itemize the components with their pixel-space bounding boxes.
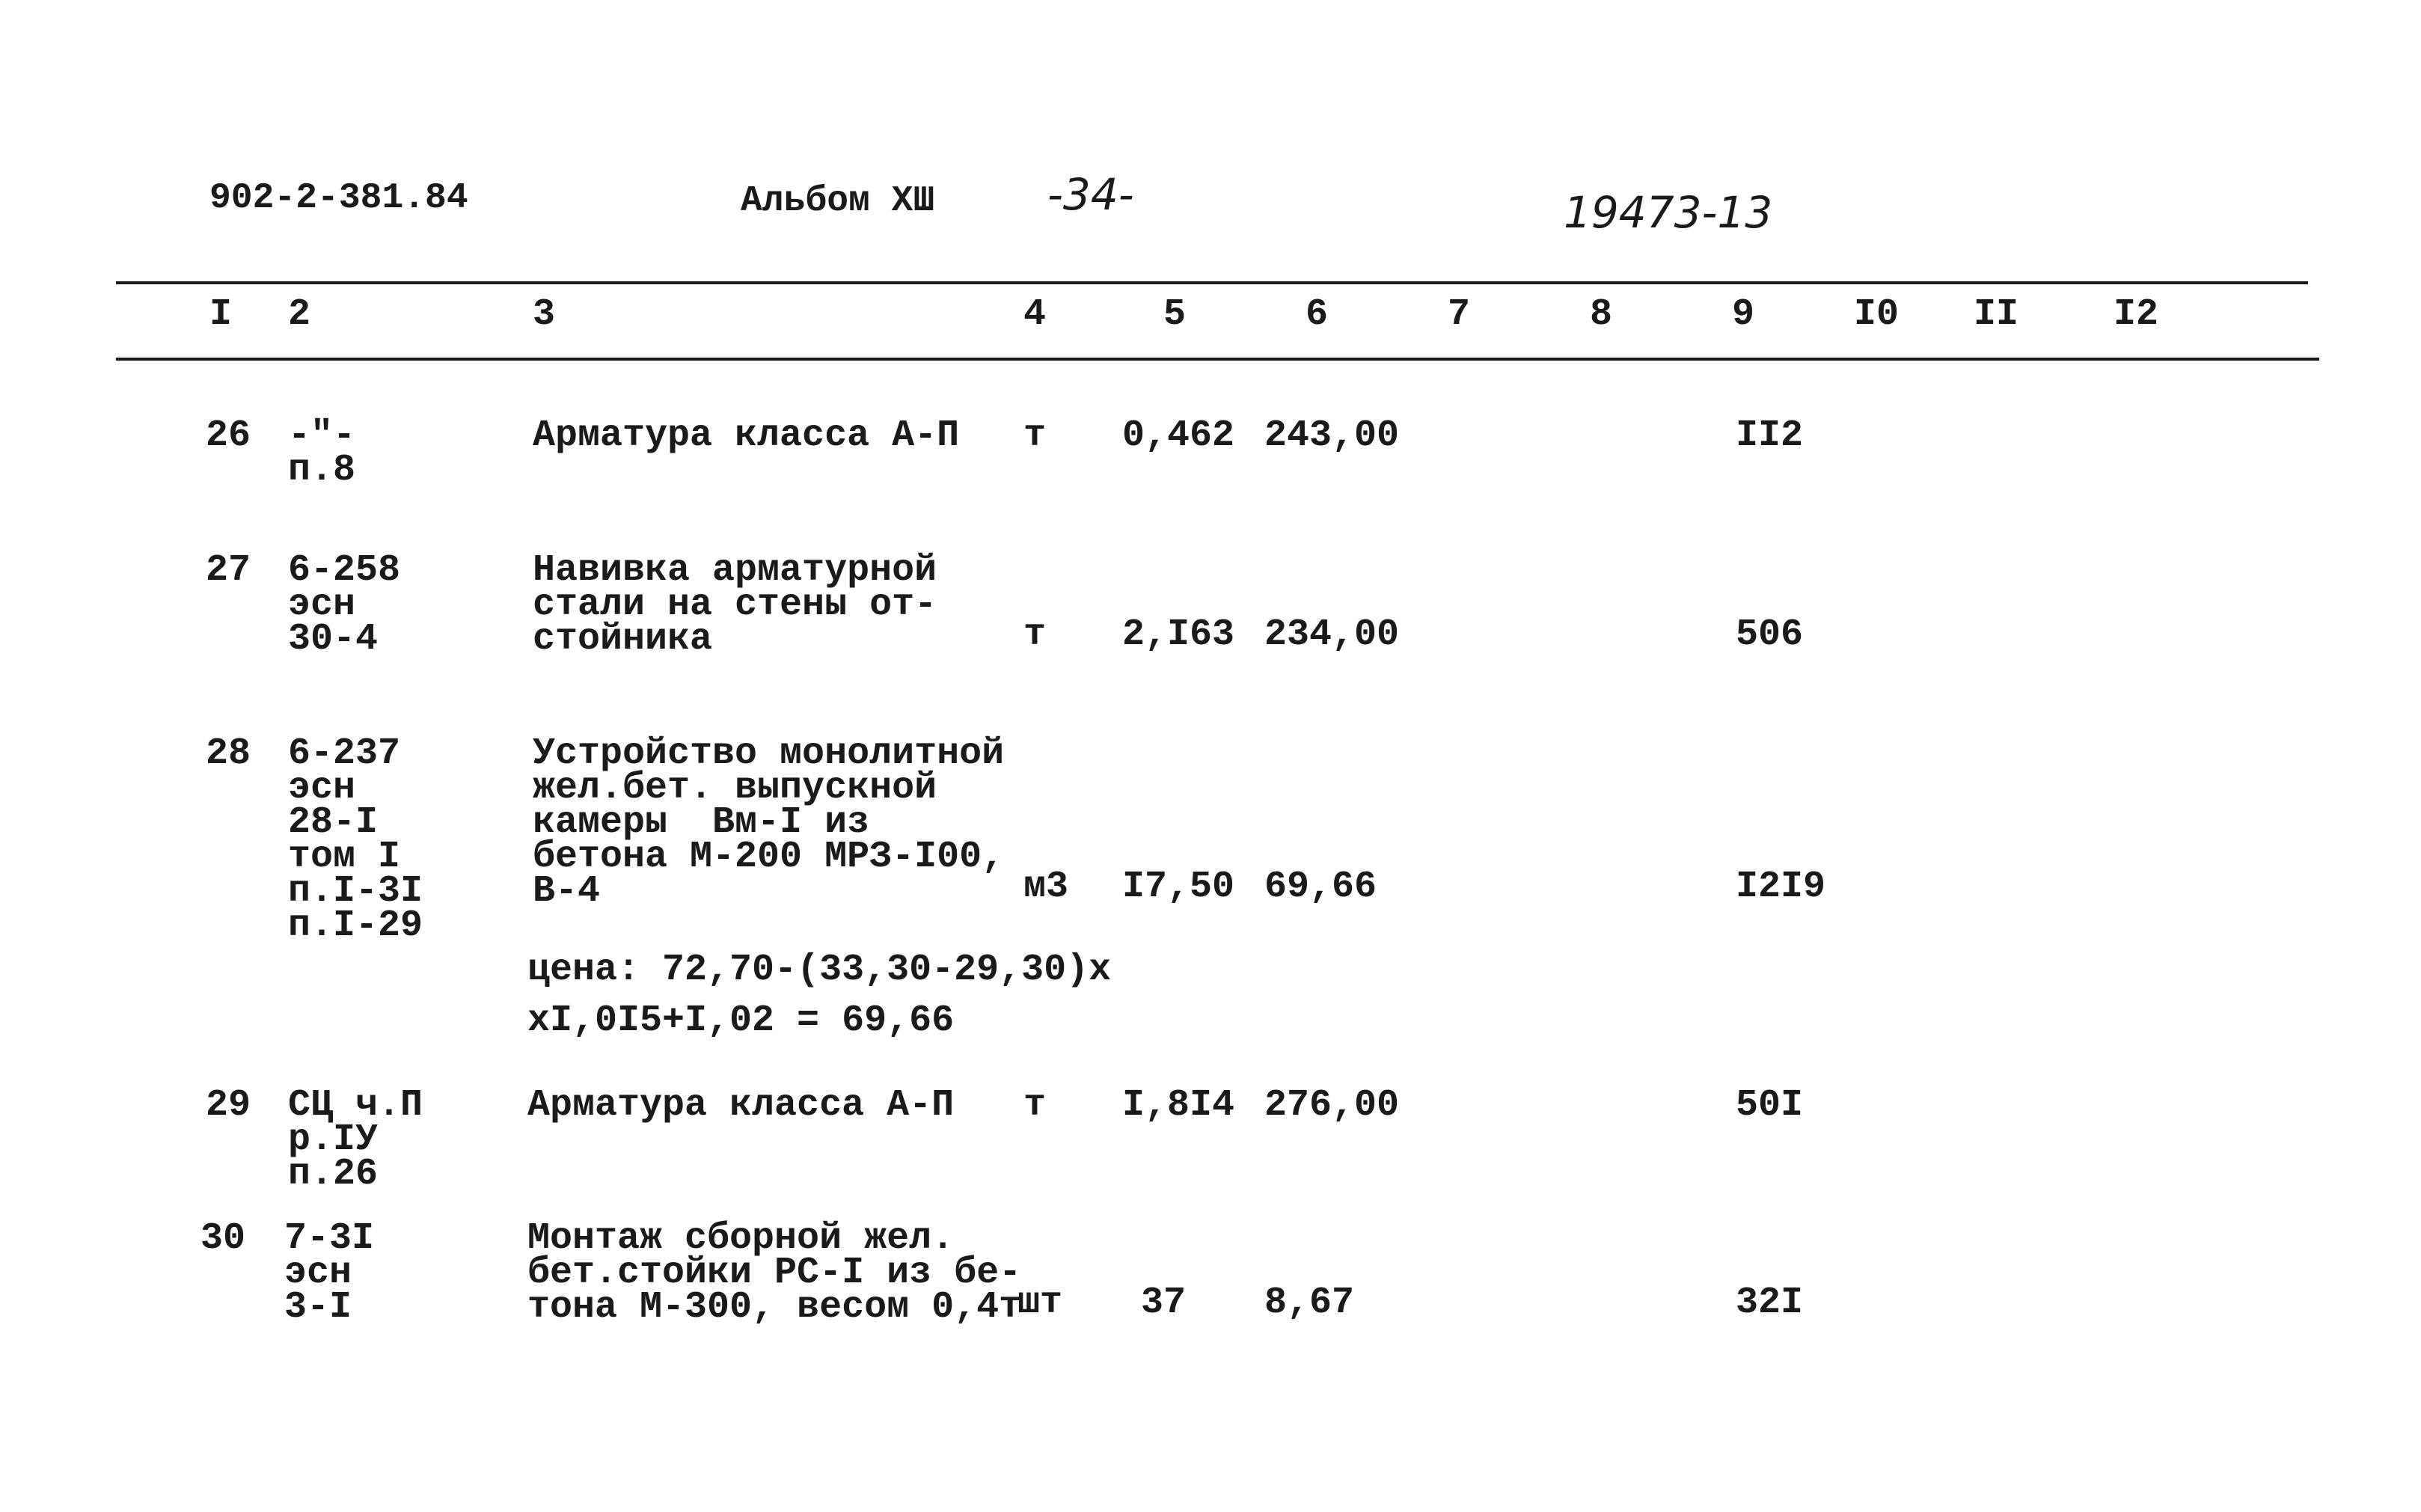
row-number: 29: [206, 1084, 251, 1127]
row-name: Навивка арматурной стали на стены от- стойника: [533, 549, 937, 661]
column-header: II: [1974, 293, 2019, 336]
row-col9: 50I: [1736, 1084, 1804, 1127]
row-price: 234,00: [1264, 613, 1400, 656]
row-price: 243,00: [1264, 414, 1400, 457]
row-col9: I2I9: [1736, 866, 1826, 908]
album-title: Альбом ХШ: [741, 181, 935, 221]
row-code: 6-258 эсн 30-4: [288, 549, 401, 661]
column-header: 7: [1448, 293, 1471, 336]
row-unit: т: [1023, 414, 1047, 457]
row-number: 28: [206, 732, 251, 775]
row-number: 27: [206, 549, 251, 592]
row-price: 276,00: [1264, 1084, 1400, 1127]
table-header-rule: [116, 358, 2319, 361]
row-name: Монтаж сборной жел. бет.стойки РС-I из бе- тона М-300, весом 0,4т: [527, 1217, 1022, 1329]
column-header: 8: [1590, 293, 1613, 336]
row-price: 69,66: [1264, 866, 1377, 908]
column-header: 9: [1732, 293, 1755, 336]
table-top-rule: [116, 281, 2308, 284]
row-qty: 37: [1141, 1282, 1187, 1324]
row-unit: т: [1023, 1084, 1047, 1127]
document-code: 902-2-381.84: [209, 178, 468, 218]
column-header: 4: [1023, 293, 1047, 336]
row-col9: 32I: [1736, 1282, 1804, 1324]
column-header: I2: [2114, 293, 2159, 336]
row-unit: шт: [1017, 1282, 1063, 1324]
row-name: Арматура класса А-П: [527, 1084, 955, 1127]
row-code: СЦ ч.П р.IУ п.26: [288, 1084, 423, 1196]
row-col9: II2: [1736, 414, 1804, 457]
row-code: 6-237 эсн 28-I том I п.I-3I п.I-29: [288, 732, 423, 947]
row-number: 26: [206, 414, 251, 457]
row-col9: 506: [1736, 613, 1804, 656]
row-number: 30: [201, 1217, 246, 1260]
row-name: Арматура класса А-П: [533, 414, 960, 457]
column-header: I: [209, 293, 233, 336]
price-formula-line: цена: 72,70-(33,30-29,30)х: [527, 949, 1112, 991]
column-header: 6: [1306, 293, 1329, 336]
row-qty: I7,50: [1122, 866, 1235, 908]
row-unit: м3: [1023, 866, 1069, 908]
row-qty: 2,I63: [1122, 613, 1235, 656]
price-formula-line: хI,0I5+I,02 = 69,66: [527, 1000, 955, 1042]
column-header: I0: [1854, 293, 1900, 336]
column-header: 2: [288, 293, 311, 336]
column-header: 5: [1163, 293, 1187, 336]
row-qty: I,8I4: [1122, 1084, 1235, 1127]
column-header: 3: [533, 293, 556, 336]
row-qty: 0,462: [1122, 414, 1235, 457]
row-name: Устройство монолитной жел.бет. выпускной камеры Вм-I из бетона М-200 МРЗ-I00, В-4: [533, 732, 1005, 913]
row-code: 7-3I эсн 3-I: [284, 1217, 375, 1329]
row-code: -"- п.8: [288, 414, 356, 492]
page-number: -34-: [1047, 169, 1134, 220]
inventory-stamp: 19473-13: [1564, 187, 1773, 238]
row-unit: т: [1023, 613, 1047, 656]
row-price: 8,67: [1264, 1282, 1355, 1324]
